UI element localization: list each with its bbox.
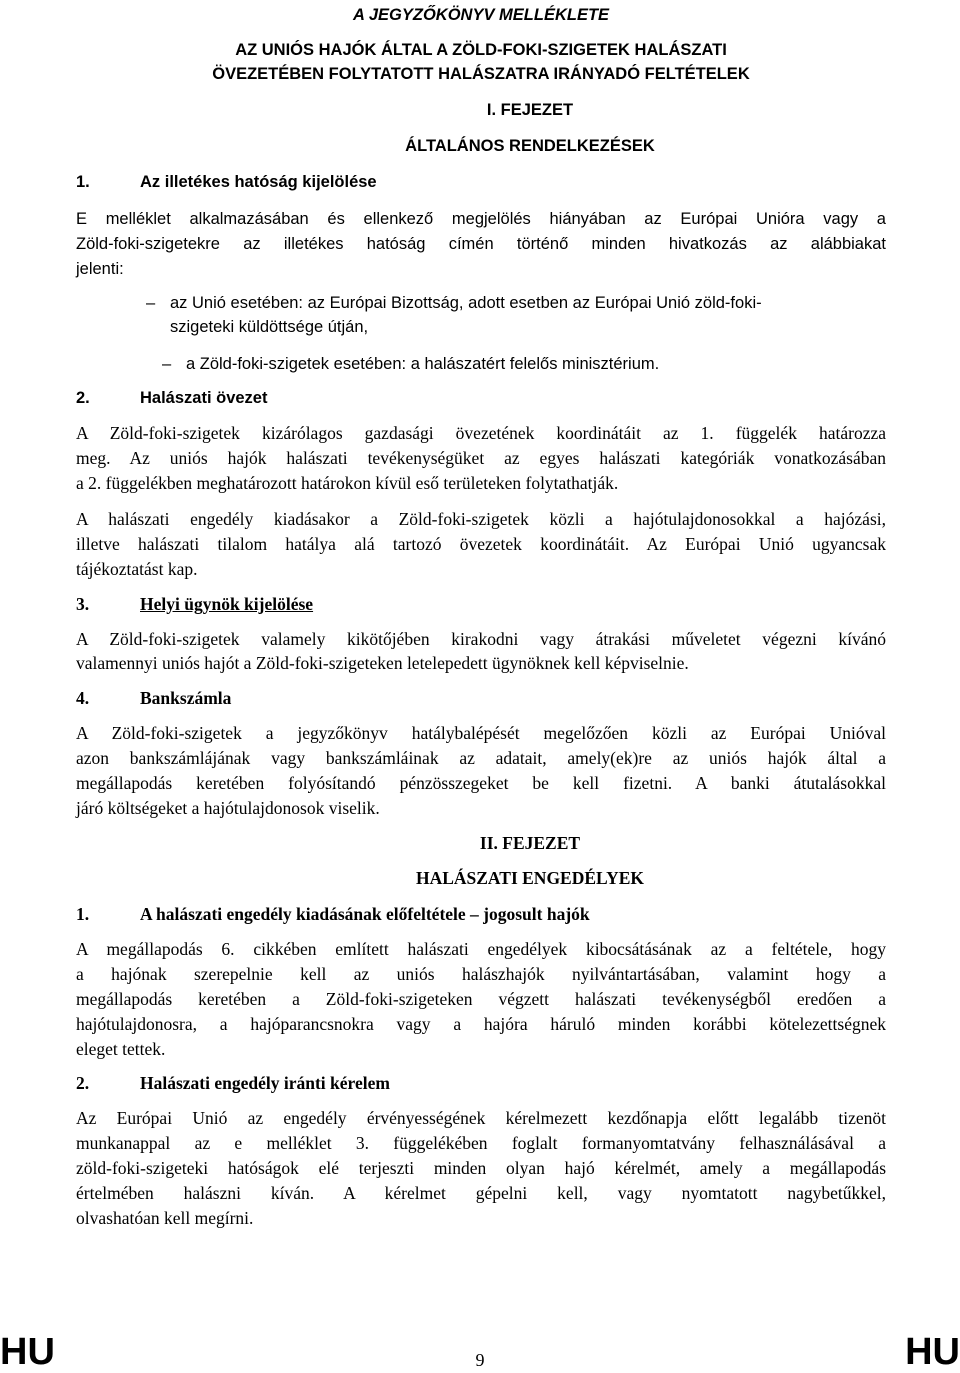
section-heading xyxy=(76,592,886,616)
page-number: 9 xyxy=(475,1350,485,1370)
section-heading xyxy=(76,686,886,710)
section-heading xyxy=(76,1071,886,1095)
paragraph-line: zöld-foki-szigeteki hatóságok elé terjeszti minden olyan hajó kérelmét, amely a megállapodás xyxy=(76,1158,886,1178)
chapter-1-number: I. FEJEZET xyxy=(486,101,574,119)
paragraph-line: eleget tettek. xyxy=(76,1039,166,1059)
paragraph-line: illetve halászati tilalom hatálya alá tartozó övezetek koordinátáit. Az Európai Unió ugyancsak xyxy=(76,534,886,554)
chapter-2-title: HALÁSZATI ENGEDÉLYEK xyxy=(415,868,645,888)
document-title-line-1: AZ UNIÓS HAJÓK ÁLTAL A ZÖLD-FOKI-SZIGETEK HALÁSZATI xyxy=(235,41,727,59)
section-title: A halászati engedély kiadásának előfeltétele – jogosult hajók xyxy=(140,904,590,924)
footer-language-mark-right: HU xyxy=(905,1331,960,1373)
paragraph-line: megállapodás keretében folyósítandó pénzösszegeket be kell fizetni. A banki átutalásokkal xyxy=(76,773,886,793)
section-title: Az illetékes hatóság kijelölése xyxy=(140,173,377,191)
paragraph-line: hajótulajdonosra, a hajóparancsnokra vagy a hajóra háruló minden korábbi kötelezettségnek xyxy=(76,1014,886,1034)
section-title: Helyi ügynök kijelölése xyxy=(140,594,314,614)
paragraph-line: Zöld-foki-szigetekre az illetékes hatóság címén történő minden hivatkozás az alábbiakat xyxy=(76,235,886,253)
section-title: Halászati engedély iránti kérelem xyxy=(140,1073,390,1093)
annex-title: A JEGYZŐKÖNYV MELLÉKLETE xyxy=(352,6,610,24)
dash-bullet: – xyxy=(146,294,156,312)
document-page xyxy=(76,0,886,1371)
paragraph-line: meg. Az uniós hajók halászati tevékenységüket az egyes halászati kategóriák vonatkozásában xyxy=(76,448,886,468)
paragraph-line: értelmében halászni kíván. A kérelmet gépelni kell, vagy nyomtatott nagybetűkkel, xyxy=(76,1183,886,1203)
list-item xyxy=(146,291,886,315)
list-item-continuation: szigeteki küldöttsége útján, xyxy=(170,318,369,336)
section-number: 2. xyxy=(76,389,90,407)
section-heading xyxy=(76,170,886,194)
chapter-2-number: II. FEJEZET xyxy=(479,833,581,853)
paragraph-line: olvashatóan kell megírni. xyxy=(76,1208,254,1228)
paragraph-line: tájékoztatást kap. xyxy=(76,559,198,579)
paragraph-line: munkanappal az e melléklet 3. függelékében foglalt formanyomtatvány felhasználásával a xyxy=(76,1133,886,1153)
section-title: Halászati övezet xyxy=(140,389,268,407)
section-number: 4. xyxy=(76,688,90,708)
paragraph-line: E melléklet alkalmazásában és ellenkező megjelölés hiányában az Európai Unióra vagy a xyxy=(76,210,886,228)
section-number: 3. xyxy=(76,594,90,614)
paragraph-line: járó költségeket a hajótulajdonosok viselik. xyxy=(76,798,380,818)
document-title-line-2: ÖVEZETÉBEN FOLYTATOTT HALÁSZATRA IRÁNYADÓ FELTÉTELEK xyxy=(212,65,750,83)
section-number: 2. xyxy=(76,1073,90,1093)
paragraph-line: A Zöld-foki-szigetek a jegyzőkönyv hatálybalépését megelőzően közli az Európai Unióval xyxy=(76,723,886,743)
section-heading xyxy=(76,386,886,410)
list-item xyxy=(162,352,886,376)
list-item-text: az Unió esetében: az Európai Bizottság, adott esetben az Európai Unió zöld-foki- xyxy=(170,294,762,312)
paragraph-line: jelenti: xyxy=(76,260,124,278)
footer-language-mark-left: HU xyxy=(0,1331,55,1373)
chapter-1-title: ÁLTALÁNOS RENDELKEZÉSEK xyxy=(405,137,655,155)
paragraph-line: A megállapodás 6. cikkében említett halászati engedélyek kibocsátásának az a feltétele, hogy xyxy=(76,939,886,959)
paragraph-line: A Zöld-foki-szigetek kizárólagos gazdasági övezetének koordinátáit az 1. függelék határozza xyxy=(76,423,886,443)
section-title: Bankszámla xyxy=(140,688,232,708)
paragraph-line: azon bankszámlájának vagy bankszámláinak az adatait, amely(ek)re az uniós hajók által a xyxy=(76,748,886,768)
section-number: 1. xyxy=(76,904,90,924)
section-number: 1. xyxy=(76,173,90,191)
paragraph-line: A Zöld-foki-szigetek valamely kikötőjében kirakodni vagy átrakási műveletet végezni kívánó xyxy=(76,629,886,649)
paragraph-line: A halászati engedély kiadásakor a Zöld-foki-szigetek közli a hajótulajdonosokkal a hajózási, xyxy=(76,509,886,529)
section-heading xyxy=(76,902,886,926)
paragraph-line: Az Európai Unió az engedély érvényességének kérelmezett kezdőnapja előtt legalább tizenöt xyxy=(76,1108,886,1128)
paragraph-line: megállapodás keretében a Zöld-foki-szigeteken végzett halászati tevékenységből eredően a xyxy=(76,989,886,1009)
paragraph-line: valamennyi uniós hajót a Zöld-foki-szigeteken letelepedett ügynöknek kell képviselnie. xyxy=(76,653,689,673)
list-item-text: a Zöld-foki-szigetek esetében: a halászatért felelős minisztérium. xyxy=(186,355,660,373)
dash-bullet: – xyxy=(162,355,172,373)
paragraph-line: a hajónak szerepelnie kell az uniós halászhajók nyilvántartásában, valamint hogy a xyxy=(76,964,886,984)
paragraph-line: a 2. függelékben meghatározott határokon kívül eső területeken folytathatják. xyxy=(76,473,619,493)
